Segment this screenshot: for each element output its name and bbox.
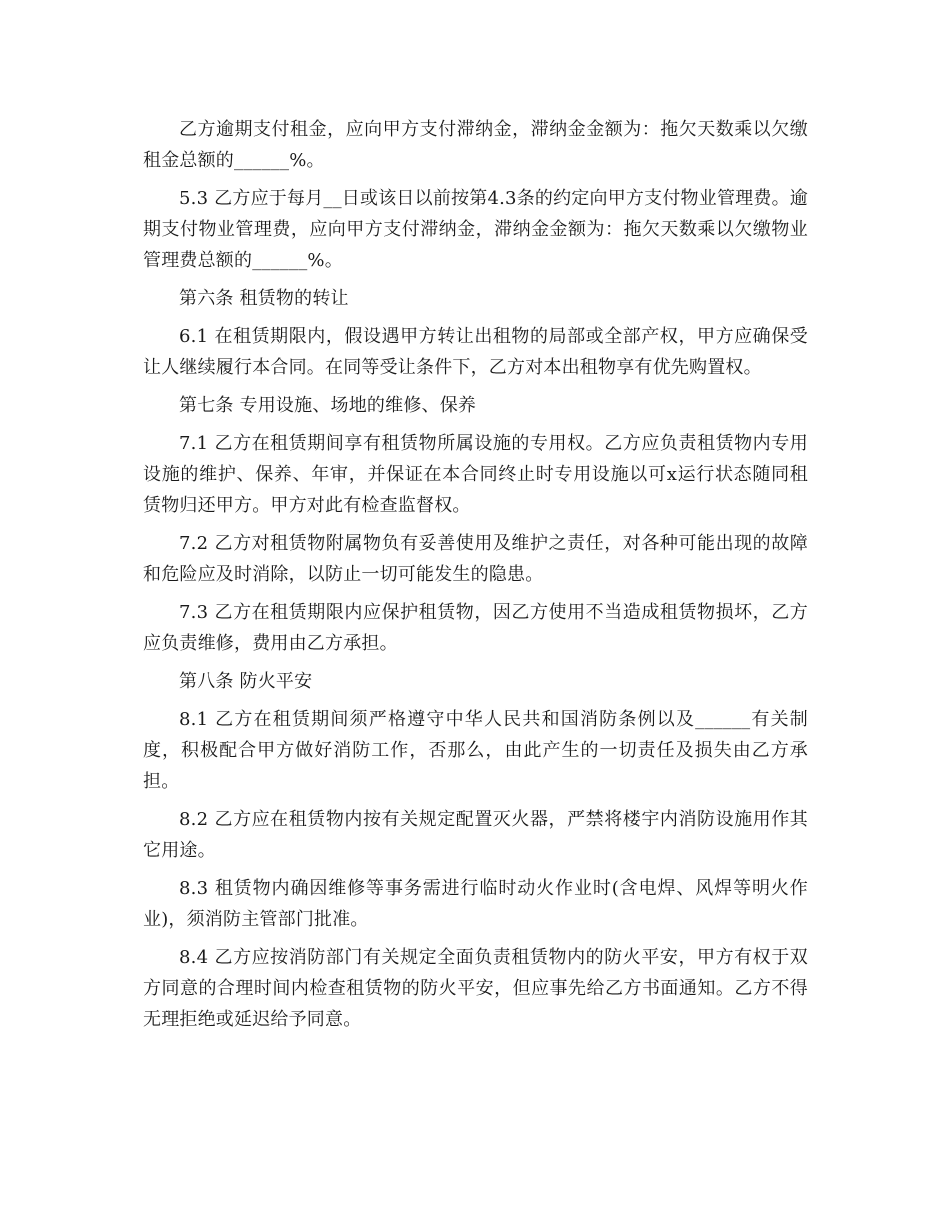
paragraph-late-rent-penalty: 乙方逾期支付租金，应向甲方支付滞纳金，滞纳金金额为：拖欠天数乘以欠缴租金总额的______%。	[143, 119, 808, 171]
article-8-heading: 第八条 防火平安	[179, 671, 313, 692]
paragraph-8-3: 8.3 租赁物内确因维修等事务需进行临时动火作业时(含电焊、风焊等明火作业)，须消防主管部门批准。	[143, 878, 808, 930]
paragraph-7-2: 7.2 乙方对租赁物附属物负有妥善使用及维护之责任，对各种可能出现的故障和危险应及时消除，以防止一切可能发生的隐患。	[143, 533, 808, 585]
paragraph-5-3: 5.3 乙方应于每月__日或该日以前按第4.3条的约定向甲方支付物业管理费。逾期支付物业管理费，应向甲方支付滞纳金，滞纳金金额为：拖欠天数乘以欠缴物业管理费总额的______%。	[143, 188, 808, 271]
article-7-heading: 第七条 专用设施、场地的维修、保养	[179, 395, 477, 416]
paragraph-6-1: 6.1 在租赁期限内，假设遇甲方转让出租物的局部或全部产权，甲方应确保受让人继续履行本合同。在同等受让条件下，乙方对本出租物享有优先购置权。	[143, 326, 808, 378]
paragraph-8-4: 8.4 乙方应按消防部门有关规定全面负责租赁物内的防火平安，甲方有权于双方同意的合理时间内检查租赁物的防火平安，但应事先给乙方书面通知。乙方不得无理拒绝或延迟给予同意。	[143, 947, 808, 1030]
paragraph-7-1: 7.1 乙方在租赁期间享有租赁物所属设施的专用权。乙方应负责租赁物内专用设施的维护、保养、年审，并保证在本合同终止时专用设施以可x运行状态随同租赁物归还甲方。甲方对此有检查监督权。	[143, 433, 808, 516]
document-body	[143, 114, 808, 1042]
paragraph-7-3: 7.3 乙方在租赁期限内应保护租赁物，因乙方使用不当造成租赁物损坏，乙方应负责维修，费用由乙方承担。	[143, 602, 808, 654]
paragraph-8-2: 8.2 乙方应在租赁物内按有关规定配置灭火器，严禁将楼宇内消防设施用作其它用途。	[143, 809, 808, 861]
paragraph-8-1: 8.1 乙方在租赁期间须严格遵守中华人民共和国消防条例以及______有关制度，积极配合甲方做好消防工作，否那么，由此产生的一切责任及损失由乙方承担。	[143, 709, 808, 792]
article-6-heading: 第六条 租赁物的转让	[179, 288, 349, 309]
